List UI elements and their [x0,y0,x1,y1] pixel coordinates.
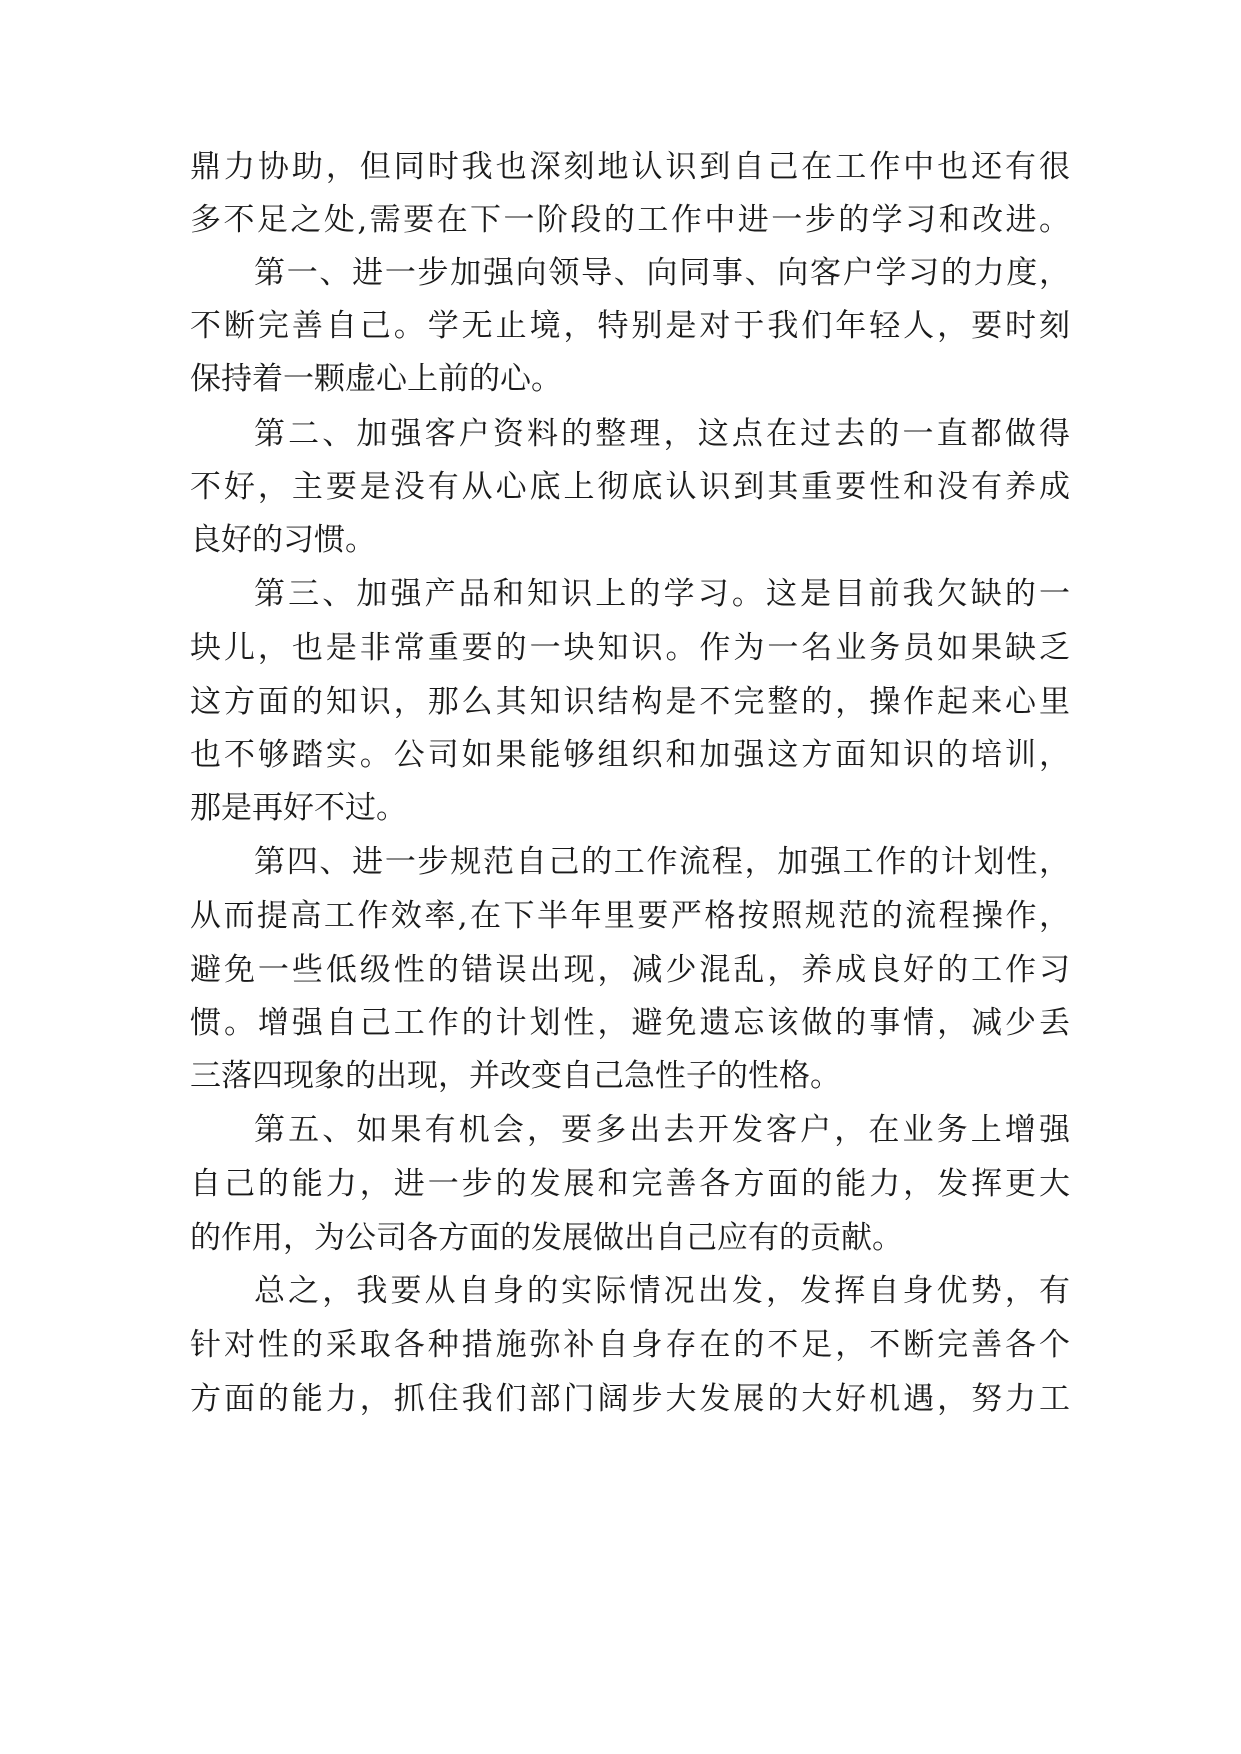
text-line: 的作用，为公司各方面的发展做出自己应有的贡献。 [190,1220,903,1256]
text-line: 不断完善自己。学无止境，特别是对于我们年轻人，要时刻 [190,308,1070,344]
text-line: 方面的能力，抓住我们部门阔步大发展的大好机遇，努力工 [190,1381,1070,1417]
text-line: 自己的能力，进一步的发展和完善各方面的能力，发挥更大 [190,1166,1070,1202]
text-line: 块儿，也是非常重要的一块知识。作为一名业务员如果缺乏 [190,630,1070,666]
text-line: 保持着一颗虚心上前的心。 [190,361,562,397]
text-line: 三落四现象的出现，并改变自己急性子的性格。 [190,1058,841,1094]
text-line: 针对性的采取各种措施弥补自身存在的不足，不断完善各个 [190,1327,1070,1363]
text-line: 惯。增强自己工作的计划性，避免遗忘该做的事情，减少丢 [190,1005,1070,1041]
text-line: 第五、如果有机会，要多出去开发客户，在业务上增强 [254,1112,1070,1148]
text-line: 第二、加强客户资料的整理，这点在过去的一直都做得 [254,416,1070,452]
text-line: 第一、进一步加强向领导、向同事、向客户学习的力度， [254,255,1070,291]
text-line: 良好的习惯。 [190,522,376,558]
text-line: 不好，主要是没有从心底上彻底认识到其重要性和没有养成 [190,469,1070,505]
text-line: 第三、加强产品和知识上的学习。这是目前我欠缺的一 [254,576,1070,612]
text-line: 第四、进一步规范自己的工作流程，加强工作的计划性， [254,844,1070,880]
text-line: 总之，我要从自身的实际情况出发，发挥自身优势，有 [254,1273,1070,1309]
text-line: 避免一些低级性的错误出现，减少混乱，养成良好的工作习 [190,952,1070,988]
text-line: 从而提高工作效率,在下半年里要严格按照规范的流程操作， [190,898,1070,934]
text-line: 鼎力协助，但同时我也深刻地认识到自己在工作中也还有很 [190,149,1070,185]
text-line: 多不足之处,需要在下一阶段的工作中进一步的学习和改进。 [190,202,1070,238]
text-line: 那是再好不过。 [190,790,407,826]
text-line: 这方面的知识，那么其知识结构是不完整的，操作起来心里 [190,684,1070,720]
text-line: 也不够踏实。公司如果能够组织和加强这方面知识的培训， [190,737,1070,773]
